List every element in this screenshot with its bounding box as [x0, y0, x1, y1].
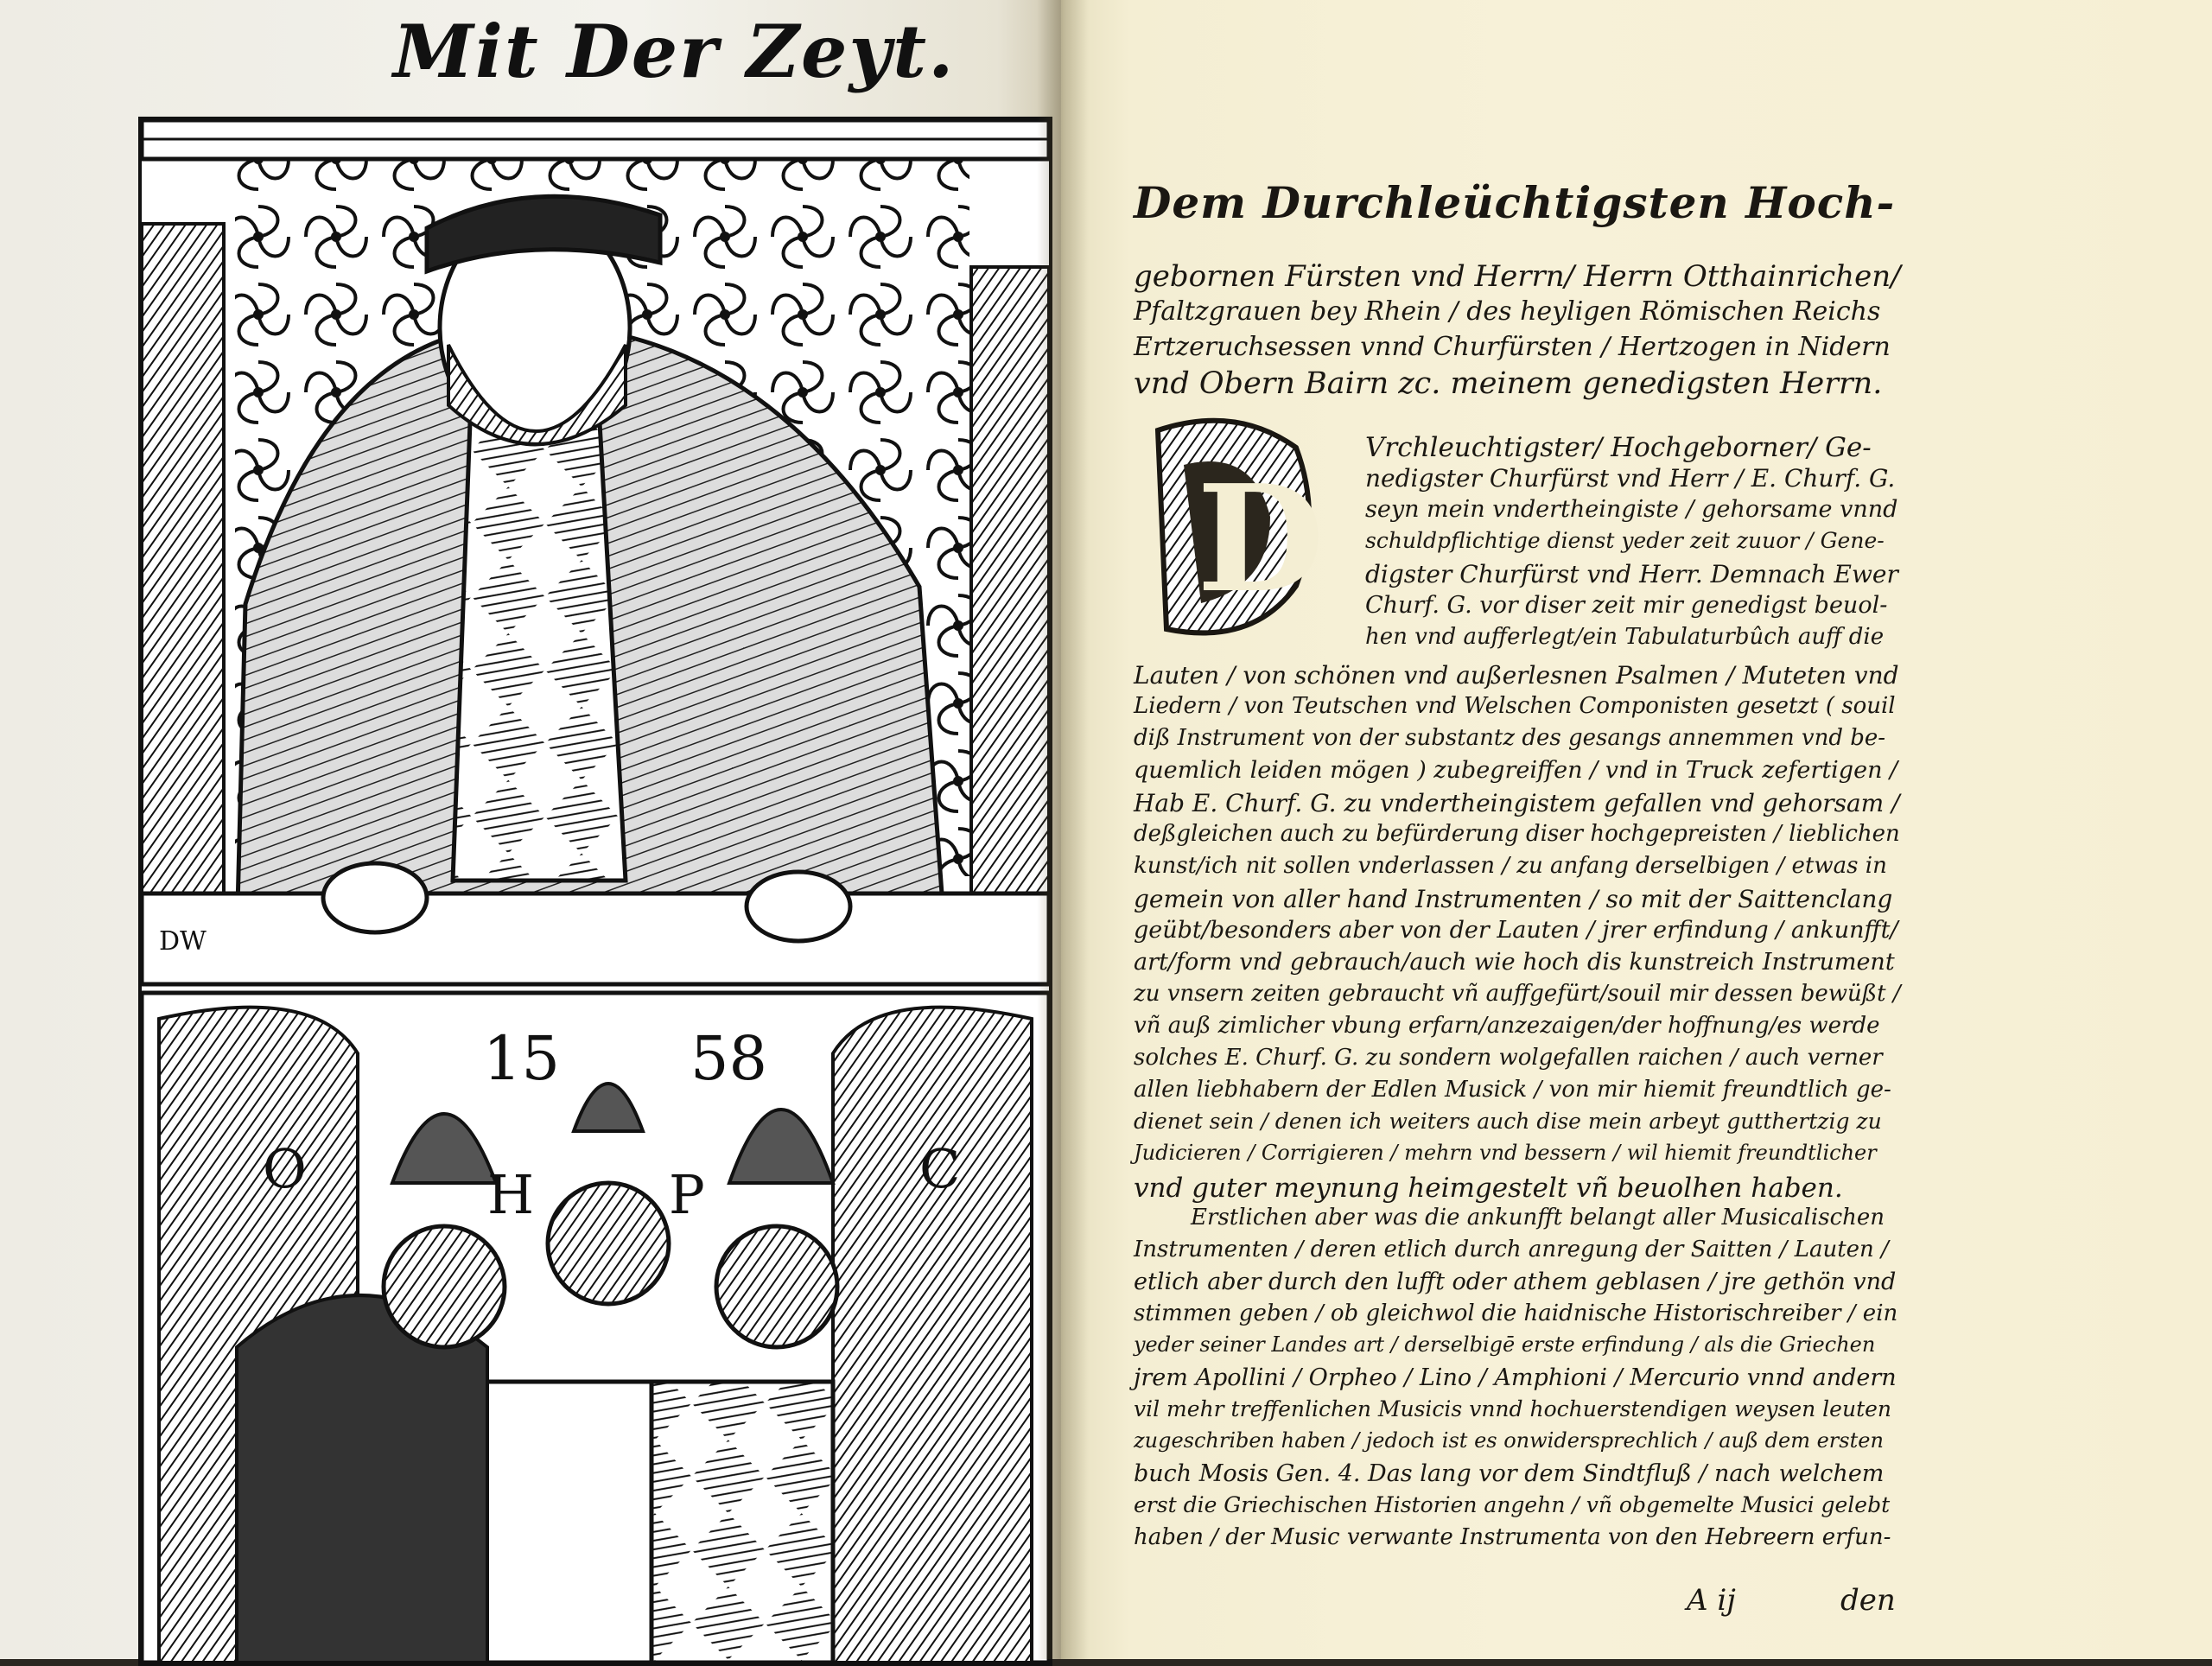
text-line: jrem Apollini / Orpheo / Lino / Amphioni / Mercurio vnnd andern — [1134, 1364, 1897, 1391]
text-line: geübt/besonders aber von der Lauten / jrer erfindung / ankunfft/ — [1134, 917, 1898, 944]
dedication-line: gebornen Fürsten vnd Herrn/ Herrn Otthainrichen/ — [1134, 259, 1901, 294]
catchword: den — [1840, 1583, 1896, 1618]
coat-letter-o: O — [263, 1137, 307, 1200]
text-line: zu vnsern zeiten gebraucht vñ auffgefürt/souil mir dessen bewüßt / — [1134, 981, 1901, 1007]
text-line: Judicieren / Corrigieren / mehrn vnd bessern / wil hiemit freundtlicher — [1134, 1141, 1877, 1165]
text-line: deßgleichen auch zu befürderung diser hochgepreisten / lieblichen — [1134, 821, 1900, 847]
initial-letter: D — [1197, 453, 1322, 626]
text-line: diß Instrument von der substantz des gesangs annemmen vnd be- — [1134, 725, 1886, 751]
text-line: buch Mosis Gen. 4. Das lang vor dem Sindtfluß / nach welchem — [1134, 1460, 1885, 1487]
text-line: hen vnd aufferlegt/ein Tabulaturbûch auff die — [1365, 624, 1885, 650]
text-line: haben / der Music verwante Instrumenta von den Hebreern erfun- — [1134, 1524, 1891, 1550]
dedication-line: vnd Obern Bairn zc. meinem genedigsten Herrn. — [1134, 366, 1883, 401]
text-line: Churf. G. vor diser zeit mir genedigst beuol- — [1365, 592, 1888, 619]
monogram-label: DW — [159, 926, 207, 957]
text-line: nedigster Churfürst vnd Herr / E. Churf. G. — [1365, 464, 1896, 493]
text-line: zugeschriben haben / jedoch ist es onwidersprechlich / auß dem ersten — [1134, 1428, 1884, 1453]
text-line: digster Churfürst vnd Herr. Demnach Ewer — [1365, 560, 1898, 588]
text-line: solches E. Churf. G. zu sondern wolgefallen raichen / auch verner — [1134, 1045, 1883, 1071]
text-line: stimmen geben / ob gleichwol die haidnische Historischreiber / ein — [1134, 1300, 1898, 1326]
dedication-line: Ertzeruchsessen vnnd Churfürsten / Hertzogen in Nidern — [1134, 332, 1891, 362]
book-gutter — [1037, 0, 1089, 1659]
text-line: allen liebhabern der Edlen Musick / von mir hiemit freundtlich ge- — [1134, 1077, 1891, 1103]
left-page — [0, 0, 1061, 1659]
text-line: Lauten / von schönen vnd außerlesnen Psalmen / Muteten vnd — [1134, 661, 1899, 690]
text-line: yeder seiner Landes art / derselbigē erste erfindung / als die Griechen — [1134, 1332, 1876, 1357]
year-left: 15 — [483, 1023, 561, 1094]
text-line: schuldpflichtige dienst yeder zeit zuuor / Gene- — [1365, 528, 1885, 553]
text-line: gemein von aller hand Instrumenten / so mit der Saittenclang — [1134, 885, 1893, 913]
text-line: erst die Griechischen Historien angehn / vñ obgemelte Musici gelebt — [1134, 1492, 1891, 1517]
text-line: quemlich leiden mögen ) zubegreiffen / vnd in Truck zefertigen / — [1134, 757, 1898, 784]
decorated-initial — [1149, 413, 1322, 648]
signature-mark: A ij — [1687, 1583, 1736, 1618]
page-heading: Mit Der Zeyt. — [393, 9, 956, 94]
text-line: dienet sein / denen ich weiters auch dise mein arbeyt gutthertzig zu — [1134, 1109, 1882, 1134]
coat-letter-h: H — [487, 1163, 535, 1226]
dedication-line: Pfaltzgrauen bey Rhein / des heyligen Römischen Reichs — [1134, 296, 1881, 327]
coat-letter-c: C — [919, 1137, 961, 1200]
text-line: etlich aber durch den lufft oder athem geblasen / jre gethön vnd — [1134, 1269, 1897, 1295]
dedication-title: Dem Durchleüchtigsten Hoch- — [1134, 177, 1896, 228]
year-right: 58 — [690, 1023, 768, 1094]
text-line: Erstlichen aber was die ankunfft belangt aller Musicalischen — [1191, 1205, 1885, 1230]
text-line: Vrchleuchtigster/ Hochgeborner/ Ge- — [1365, 432, 1872, 463]
portrait-woodcut — [142, 120, 1049, 1663]
text-line: kunst/ich nit sollen vnderlassen / zu anfang derselbigen / etwas in — [1134, 853, 1887, 879]
text-line: Hab E. Churf. G. zu vndertheingistem gefallen vnd gehorsam / — [1134, 789, 1900, 817]
text-line: Liedern / von Teutschen vnd Welschen Componisten gesetzt ( souil — [1134, 693, 1896, 719]
text-line: seyn mein vndertheingiste / gehorsame vnnd — [1365, 496, 1898, 523]
text-line: vñ auß zimlicher vbung erfarn/anzezaigen/der hoffnung/es werde — [1134, 1013, 1880, 1039]
text-line: vil mehr treffenlichen Musicis vnnd hochuerstendigen weysen leuten — [1134, 1396, 1892, 1421]
coat-letter-p: P — [669, 1163, 705, 1226]
text-line: vnd guter meynung heimgestelt vñ beuolhen haben. — [1134, 1173, 1843, 1204]
text-line: Instrumenten / deren etlich durch anregung der Saitten / Lauten / — [1134, 1237, 1889, 1262]
text-line: art/form vnd gebrauch/auch wie hoch dis kunstreich Instrument — [1134, 949, 1895, 976]
woodcut-illustration — [138, 117, 1052, 1666]
